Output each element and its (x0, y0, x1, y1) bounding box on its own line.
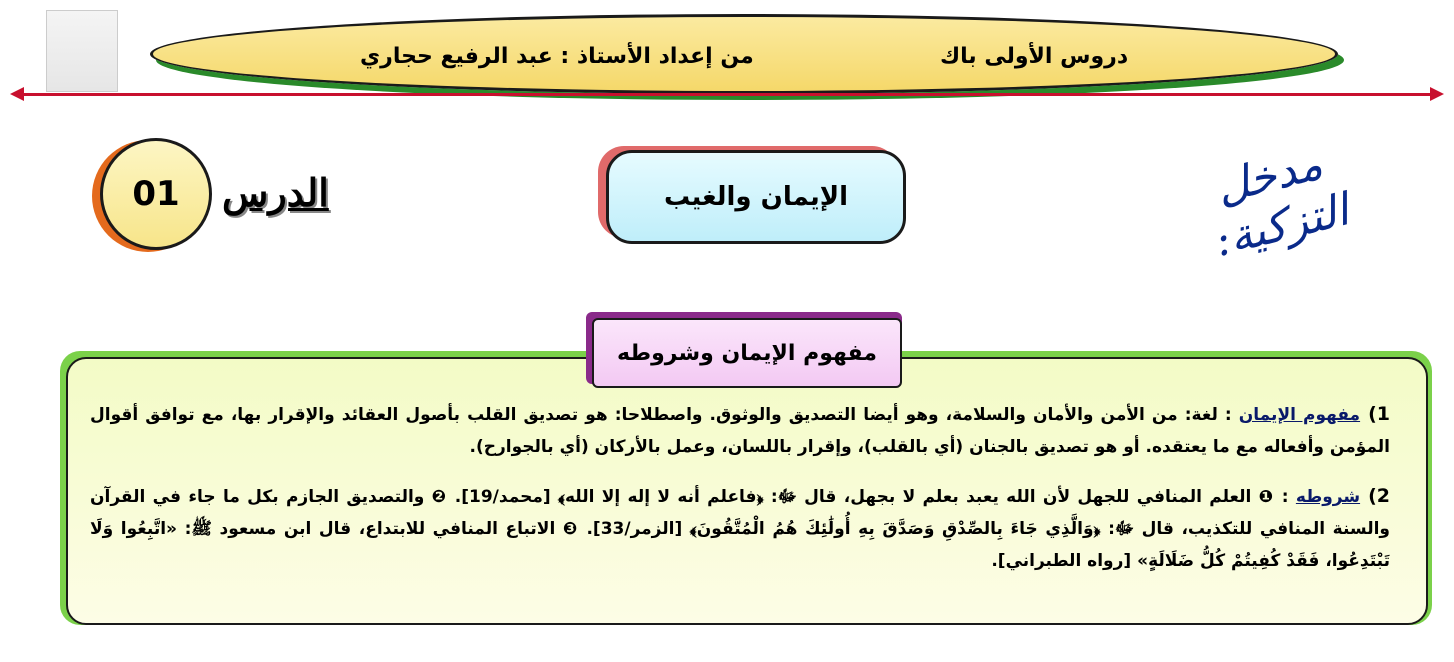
paragraph-text: : ❶ العلم المنافي للجهل لأن الله يعبد بعلم لا بجهل، قال ﷻ: ﴿فاعلم أنه لا إله إلا الله﴾ [محمد/19]. ❷ والتصديق الجازم بكل ما جاء في القرآن والسنة المنافي للتكذيب، قال ﷻ: ﴿وَالَّذِي جَاءَ بِالصِّدْقِ وَصَدَّقَ بِهِ أُولَٰئِكَ هُمُ الْمُتَّقُونَ﴾ [الزمر/33]. ❸ الاتباع المنافي للابتداع، قال ابن مسعود ﷺ: «اتَّبِعُوا وَلَا تَبْتَدِعُوا، فَقَدْ كُفِيتُمْ كُلُّ ضَلَالَةٍ» [رواه الطبراني]. (90, 487, 1390, 571)
paragraph-text: : لغة: من الأمن والأمان والسلامة، وهو أيضا التصديق والوثوق. واصطلاحا: هو تصديق القلب بأصول العقائد والإقرار بها، مع توافق أقوال المؤمن وأفعاله مع ما يعتقده. أو هو تصديق بالجنان (أي بالقلب)، وإقرار باللسان، وعمل بالأركان (أي بالجوارح). (90, 405, 1390, 457)
course-title: دروس الأولى باك (940, 44, 1129, 69)
lesson-title: الإيمان والغيب (606, 150, 906, 244)
lesson-label: الدرس (222, 170, 329, 215)
section-title: مفهوم الإيمان وشروطه (592, 318, 902, 388)
author-credit: من إعداد الأستاذ : عبد الرفيع حجاري (360, 44, 754, 69)
paragraph-definition (90, 398, 1390, 463)
term-label: مفهوم الإيمان (1238, 405, 1361, 425)
paragraph-conditions (90, 480, 1390, 577)
term-label: شروطه (1295, 487, 1361, 507)
arrow-left-icon (10, 87, 24, 101)
lesson-number: 01 (100, 138, 212, 250)
paragraph-number: 1) (1368, 403, 1391, 425)
divider-rule (18, 93, 1436, 96)
arrow-right-icon (1430, 87, 1444, 101)
intro-heading: مدخل التزكية: (1209, 138, 1354, 267)
author-photo (46, 10, 118, 92)
paragraph-number: 2) (1368, 485, 1390, 507)
